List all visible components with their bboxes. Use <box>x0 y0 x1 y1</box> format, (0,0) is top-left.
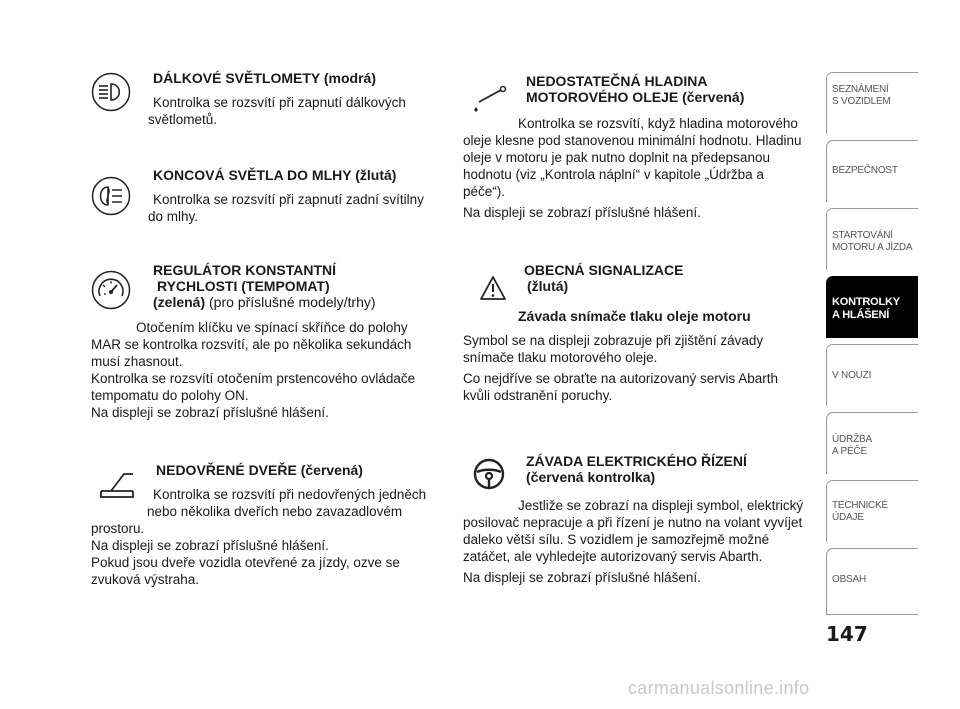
nav-tab-label: STARTOVÁNÍ <box>832 230 893 241</box>
body-text: do mlhy. <box>148 209 199 224</box>
title-text: KONCOVÁ SVĚTLA DO MLHY <box>153 167 352 183</box>
section-title <box>153 294 451 310</box>
nav-tab-label: MOTORU A JÍZDA <box>832 242 913 253</box>
section-title <box>153 70 448 86</box>
nav-tab-label: TECHNICKÉ <box>832 500 888 511</box>
body-text: Na displeji se zobrazí příslušné hlášení. <box>91 538 329 553</box>
body-text: hodnotu (viz „Kontrola náplní“ v kapitole „Údržba a <box>463 167 764 182</box>
nav-tab-label: V NOUZI <box>832 370 872 381</box>
body-text: snímače tlaku motorového oleje. <box>463 350 658 365</box>
nav-tab-maintenance[interactable] <box>826 412 918 474</box>
nav-tab-label: OBSAH <box>832 574 867 585</box>
page-number: 147 <box>826 622 868 646</box>
nav-tab-label: S VOZIDLEM <box>832 96 891 107</box>
body-text: tempomatu do polohy ON. <box>91 388 249 403</box>
nav-tab-contents[interactable] <box>826 548 918 614</box>
section-general-warning <box>463 262 823 404</box>
body-text: Na displeji se zobrazí příslušné hlášení. <box>463 570 701 585</box>
body-text: prostoru. <box>91 521 145 536</box>
section-title: ZÁVADA ELEKTRICKÉHO ŘÍZENÍ <box>526 453 747 469</box>
title-text: NEDOVŘENÉ DVEŘE <box>156 462 297 478</box>
body-text: zatáčet, ale vyhledejte autorizovaný servis Abarth. <box>463 549 763 564</box>
section-title: (červená kontrolka) <box>526 469 656 485</box>
body-text: Co nejdříve se obraťte na autorizovaný servis Abarth <box>463 371 778 386</box>
body-text: Pokud jsou dveře vozidla otevřené za jízdy, ozve se <box>91 555 400 570</box>
section-title <box>156 462 451 478</box>
body-text: posilovač nepracuje a při řízení je nutno na volant vyvíjet <box>463 515 803 530</box>
body-text: Na displeji se zobrazí příslušné hlášení. <box>91 405 329 420</box>
body-text: Kontrolka se rozsvítí otočením prstencového ovládače <box>91 371 416 386</box>
body-text: zvuková výstraha. <box>91 572 200 587</box>
nav-tab-intro[interactable] <box>826 72 918 134</box>
section-door-ajar <box>91 462 451 588</box>
section-power-steering <box>463 453 823 586</box>
body-text: Kontrolka se rozsvítí při zapnutí zadní svítilny <box>153 192 424 207</box>
body-text: Na displeji se zobrazí příslušné hlášení. <box>463 205 701 220</box>
nav-bottom-divider <box>826 614 918 615</box>
body-text: Kontrolka se rozsvítí, když hladina motorového <box>518 116 798 131</box>
section-high-beam <box>148 70 448 128</box>
body-text: oleje klesne pod stanovenou minimální hodnotu. Hladinu <box>463 133 802 148</box>
nav-tab-label: ÚDAJE <box>832 512 864 523</box>
nav-tab-label: A PÉČE <box>832 446 867 457</box>
section-oil-level <box>463 73 823 221</box>
title-color-note: (červená) <box>300 462 363 478</box>
section-title <box>526 89 823 105</box>
section-title: OBECNÁ SIGNALIZACE <box>524 262 684 278</box>
body-text: Jestliže se zobrazí na displeji symbol, elektrický <box>518 498 804 513</box>
title-color-note: (zelená) <box>153 294 206 310</box>
nav-tab-label: BEZPEČNOST <box>832 165 898 176</box>
nav-tab-label: KONTROLKY <box>832 296 900 308</box>
title-text: MOTOROVÉHO OLEJE <box>526 89 679 105</box>
body-text: Kontrolka se rozsvítí při nedovřených jedněch <box>153 487 427 502</box>
body-text: kvůli odstranění poruchy. <box>463 388 613 403</box>
section-title: NEDOSTATEČNÁ HLADINA <box>526 73 708 89</box>
body-text: péče“). <box>463 184 506 199</box>
nav-tab-safety[interactable] <box>826 140 918 202</box>
section-title <box>153 167 448 183</box>
nav-tab-emergency[interactable] <box>826 344 918 406</box>
body-text: oleje v motoru je pak nutno doplnit na předepsanou <box>463 150 770 165</box>
section-subtitle: Závada snímače tlaku oleje motoru <box>518 308 751 324</box>
body-text: nebo několika dveřích nebo zavazadlovém <box>147 504 403 519</box>
rear-fog-light-icon <box>91 176 131 216</box>
nav-tab-label: ÚDRŽBA <box>832 434 872 445</box>
section-rear-fog <box>148 167 448 225</box>
body-text: musí zhasnout. <box>91 354 183 369</box>
section-cruise-control <box>91 262 451 421</box>
section-title: (žlutá) <box>527 278 569 294</box>
nav-tab-technical-data[interactable] <box>826 480 918 542</box>
nav-tab-starting[interactable] <box>826 208 918 270</box>
title-color-note: (modrá) <box>323 70 376 86</box>
body-text: Symbol se na displeji zobrazuje při zjištění závady <box>463 333 764 348</box>
nav-tab-label: A HLÁŠENÍ <box>832 309 890 321</box>
body-text: Kontrolka se rozsvítí při zapnutí dálkových <box>153 95 406 110</box>
title-market-note: (pro příslušné modely/trhy) <box>209 294 376 310</box>
title-color-note: (červená) <box>682 89 745 105</box>
title-text: DÁLKOVÉ SVĚTLOMETY <box>153 70 320 86</box>
high-beam-icon <box>91 72 131 112</box>
body-text: MAR se kontrolka rozsvítí, ale po několika sekundách <box>91 337 412 352</box>
body-text: Otočením klíčku ve spínací skříňce do polohy <box>136 320 408 335</box>
body-text: světlometů. <box>148 112 218 127</box>
nav-tab-label: SEZNÁMENÍ <box>832 84 889 95</box>
section-title: REGULÁTOR KONSTANTNÍ <box>153 262 337 278</box>
watermark: carmanualsonline.info <box>628 678 810 698</box>
title-color-note: (žlutá) <box>355 167 397 183</box>
section-title: RYCHLOSTI (TEMPOMAT) <box>157 278 330 294</box>
nav-tab-warning-lights[interactable] <box>826 276 918 338</box>
body-text: daleko větší sílu. S vozidlem je samozřejmě možné <box>463 532 770 547</box>
